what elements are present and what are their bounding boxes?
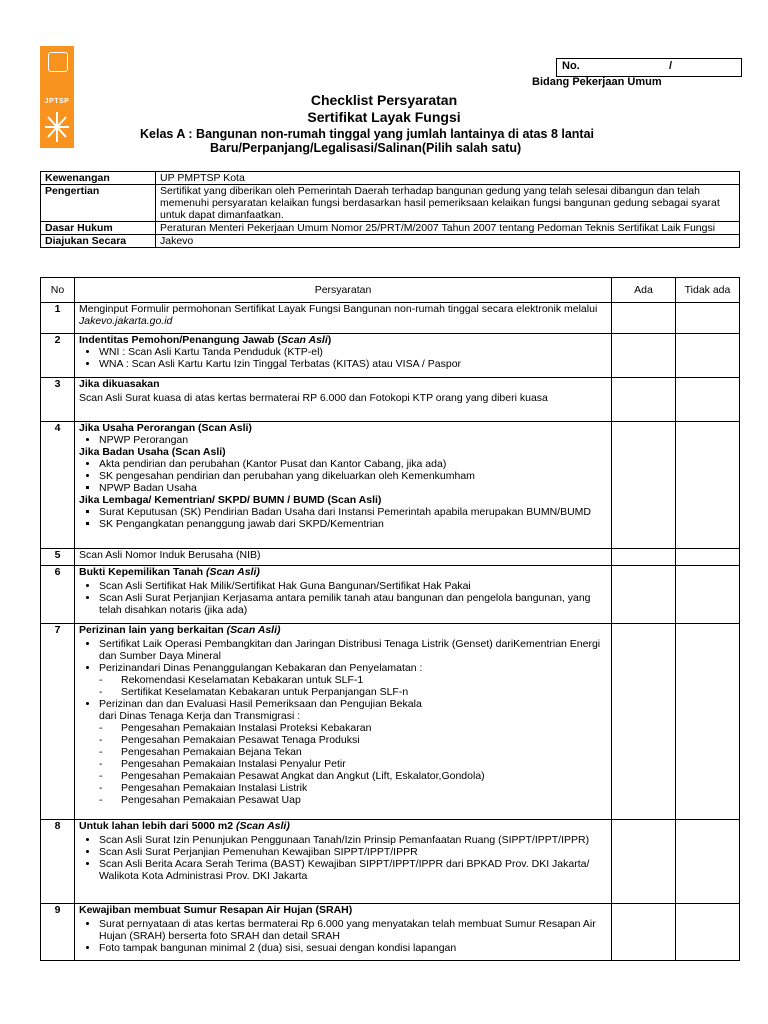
info-row bbox=[41, 185, 740, 222]
class-description: Kelas A : Bangunan non-rumah tinggal yang jumlah lantainya di atas 8 lantai bbox=[140, 127, 595, 141]
jakarta-emblem-icon bbox=[48, 52, 68, 72]
checkbox-tidak-ada[interactable] bbox=[676, 422, 740, 549]
row-number: 4 bbox=[41, 422, 75, 549]
checkbox-tidak-ada[interactable] bbox=[676, 549, 740, 566]
info-key: Diajukan Secara bbox=[41, 235, 156, 248]
table-row bbox=[41, 624, 740, 820]
info-table bbox=[40, 171, 740, 248]
checkbox-ada[interactable] bbox=[612, 566, 676, 624]
info-value: Jakevo bbox=[156, 235, 740, 248]
row-number: 1 bbox=[41, 303, 75, 334]
table-row bbox=[41, 549, 740, 566]
info-value: UP PMPTSP Kota bbox=[156, 172, 740, 185]
checkbox-ada[interactable] bbox=[612, 334, 676, 378]
checkbox-tidak-ada[interactable] bbox=[676, 334, 740, 378]
row-requirement: Indentitas Pemohon/Penangung Jawab (Scan Asli) • WNI : Scan Asli Kartu Tanda Penduduk (KTP-el) • WNA : Scan Asli Kartu Kartu Izin Tinggal Terbatas (KITAS) atau VISA / Paspor bbox=[75, 334, 612, 378]
requirements-table bbox=[40, 277, 740, 961]
checkbox-tidak-ada[interactable] bbox=[676, 820, 740, 904]
table-row bbox=[41, 378, 740, 422]
department-label: Bidang Pekerjaan Umum bbox=[532, 76, 662, 88]
checkbox-ada[interactable] bbox=[612, 303, 676, 334]
row-number: 8 bbox=[41, 820, 75, 904]
logo-text: JPTSP bbox=[44, 98, 70, 105]
row-requirement: Untuk lahan lebih dari 5000 m2 (Scan Asli) • Scan Asli Surat Izin Penunjukan Penggunaan Tanah/Izin Prinsip Pemanfaatan Ruang (SIPPT/IPPT/IPPR) • Scan Asli Surat Perjanjian Pemenuhan Kewajiban SIPPT/IPPT/IPPR • Scan Asli Berita Acara Serah Terima (BAST) Kewajiban SIPPT/IPPT/IPPR dari BPKAD Prov. DKI Jakarta/ Walikota Kota Administrasi Prov. DKI Jakarta bbox=[75, 820, 612, 904]
no-label: No. bbox=[562, 60, 580, 72]
col-tidak-ada: Tidak ada bbox=[676, 278, 740, 303]
info-row bbox=[41, 172, 740, 185]
row-requirement: Kewajiban membuat Sumur Resapan Air Hujan (SRAH) • Surat pernyataan di atas kertas bermaterai Rp 6.000 yang menyatakan telah membuat Sumur Resapan Air Hujan (SRAH) berserta foto SRAH dan detail SRAH • Foto tampak bangunan minimal 2 (dua) sisi, sesuai dengan kondisi lapangan bbox=[75, 904, 612, 961]
info-key: Kewenangan bbox=[41, 172, 156, 185]
row-number: 2 bbox=[41, 334, 75, 378]
checkbox-ada[interactable] bbox=[612, 422, 676, 549]
checkbox-ada[interactable] bbox=[612, 378, 676, 422]
table-row bbox=[41, 422, 740, 549]
col-ada: Ada bbox=[612, 278, 676, 303]
checkbox-ada[interactable] bbox=[612, 820, 676, 904]
checkbox-ada[interactable] bbox=[612, 549, 676, 566]
table-row bbox=[41, 820, 740, 904]
checkbox-tidak-ada[interactable] bbox=[676, 904, 740, 961]
row-requirement: Scan Asli Nomor Induk Berusaha (NIB) bbox=[75, 549, 612, 566]
checkbox-tidak-ada[interactable] bbox=[676, 566, 740, 624]
row-requirement: Jika Usaha Perorangan (Scan Asli) • NPWP Perorangan Jika Badan Usaha (Scan Asli) • Akta pendirian dan perubahan (Kantor Pusat dan Kantor Cabang, jika ada) • SK pengesahan pendirian dan perubahan yang dikeluarkan oleh Kemenkumham ▪ NPWP Badan Usaha Jika Lembaga/ Kementrian/ SKPD/ BUMN / BUMD (Scan Asli) ▪ Surat Keputusan (SK) Pendirian Badan Usaha dari Instansi Pemerintah apabila merupakan BUMN/BUMD ▪ SK Pengangkatan penanggung jawab dari SKPD/Kementrian bbox=[75, 422, 612, 549]
table-row bbox=[41, 334, 740, 378]
row-number: 9 bbox=[41, 904, 75, 961]
application-type: Baru/Perpanjang/Legalisasi/Salinan(Pilih salah satu) bbox=[210, 141, 522, 155]
row-requirement: Jika dikuasakan Scan Asli Surat kuasa di atas kertas bermaterai RP 6.000 dan Fotokopi KTP orang yang diberi kuasa bbox=[75, 378, 612, 422]
checkbox-ada[interactable] bbox=[612, 624, 676, 820]
table-row bbox=[41, 566, 740, 624]
table-row bbox=[41, 303, 740, 334]
info-row bbox=[41, 222, 740, 235]
checkbox-ada[interactable] bbox=[612, 904, 676, 961]
info-key: Pengertian bbox=[41, 185, 156, 222]
info-value: Peraturan Menteri Pekerjaan Umum Nomor 25/PRT/M/2007 Tahun 2007 tentang Pedoman Teknis Sertifikat Laik Fungsi bbox=[156, 222, 740, 235]
row-requirement: Menginput Formulir permohonan Sertifikat Layak Fungsi Bangunan non-rumah tinggal secara elektronik melalui Jakevo.jakarta.go.id bbox=[75, 303, 612, 334]
page-subtitle: Sertifikat Layak Fungsi bbox=[307, 109, 461, 125]
row-number: 7 bbox=[41, 624, 75, 820]
row-number: 6 bbox=[41, 566, 75, 624]
info-value: Sertifikat yang diberikan oleh Pemerintah Daerah terhadap bangunan gedung yang telah selesai dibangun dan telah memenuhi persyaratan kelaikan fungsi berdasarkan hasil pemeriksaan kelaikan fungsi bangunan gedung sebagai syarat untuk dapat dimanfaatkan. bbox=[156, 185, 740, 222]
row-requirement: Bukti Kepemilikan Tanah (Scan Asli) • Scan Asli Sertifikat Hak Milik/Sertifikat Hak Guna Bangunan/Sertifikat Hak Pakai • Scan Asli Surat Perjanjian Kerjasama antara pemilik tanah atau bangunan dan pengelola bangunan, yang telah disahkan notaris (jika ada) bbox=[75, 566, 612, 624]
checkbox-tidak-ada[interactable] bbox=[676, 378, 740, 422]
checkbox-tidak-ada[interactable] bbox=[676, 303, 740, 334]
row-number: 5 bbox=[41, 549, 75, 566]
table-header bbox=[41, 278, 740, 303]
info-row bbox=[41, 235, 740, 248]
col-requirement: Persyaratan bbox=[75, 278, 612, 303]
info-key: Dasar Hukum bbox=[41, 222, 156, 235]
table-row bbox=[41, 904, 740, 961]
number-box[interactable] bbox=[556, 58, 742, 77]
row-requirement: Perizinan lain yang berkaitan (Scan Asli) • Sertifikat Laik Operasi Pembangkitan dan Jaringan Distribusi Tenaga Listrik (Genset) dariKementrian Energi dan Sumber Daya Mineral • Perizinandari Dinas Penanggulangan Kebakaran dan Penyelamatan : - Rekomendasi Keselamatan Kebakaran untuk SLF-1 - Sertifikat Keselamatan Kebakaran untuk Perpanjangan SLF-n • Perizinan dan dan Evaluasi Hasil Pemeriksaan dan Pengujian Bekala dari Dinas Tenaga Kerja dan Transmigrasi : - Pengesahan Pemakaian Instalasi Proteksi Kebakaran - Pengesahan Pemakaian Pesawat Tenaga Produksi - Pengesahan Pemakaian Bejana Tekan - Pengesahan Pemakaian Instalasi Penyalur Petir - Pengesahan Pemakaian Pesawat Angkat dan Angkut (Lift, Eskalator,Gondola) - Pengesahan Pemakaian Instalasi Listrik - Pengesahan Pemakaian Pesawat Uap bbox=[75, 624, 612, 820]
checkbox-tidak-ada[interactable] bbox=[676, 624, 740, 820]
row-number: 3 bbox=[41, 378, 75, 422]
col-no: No bbox=[41, 278, 75, 303]
page-title: Checklist Persyaratan bbox=[310, 92, 458, 108]
no-separator: / bbox=[669, 60, 673, 72]
